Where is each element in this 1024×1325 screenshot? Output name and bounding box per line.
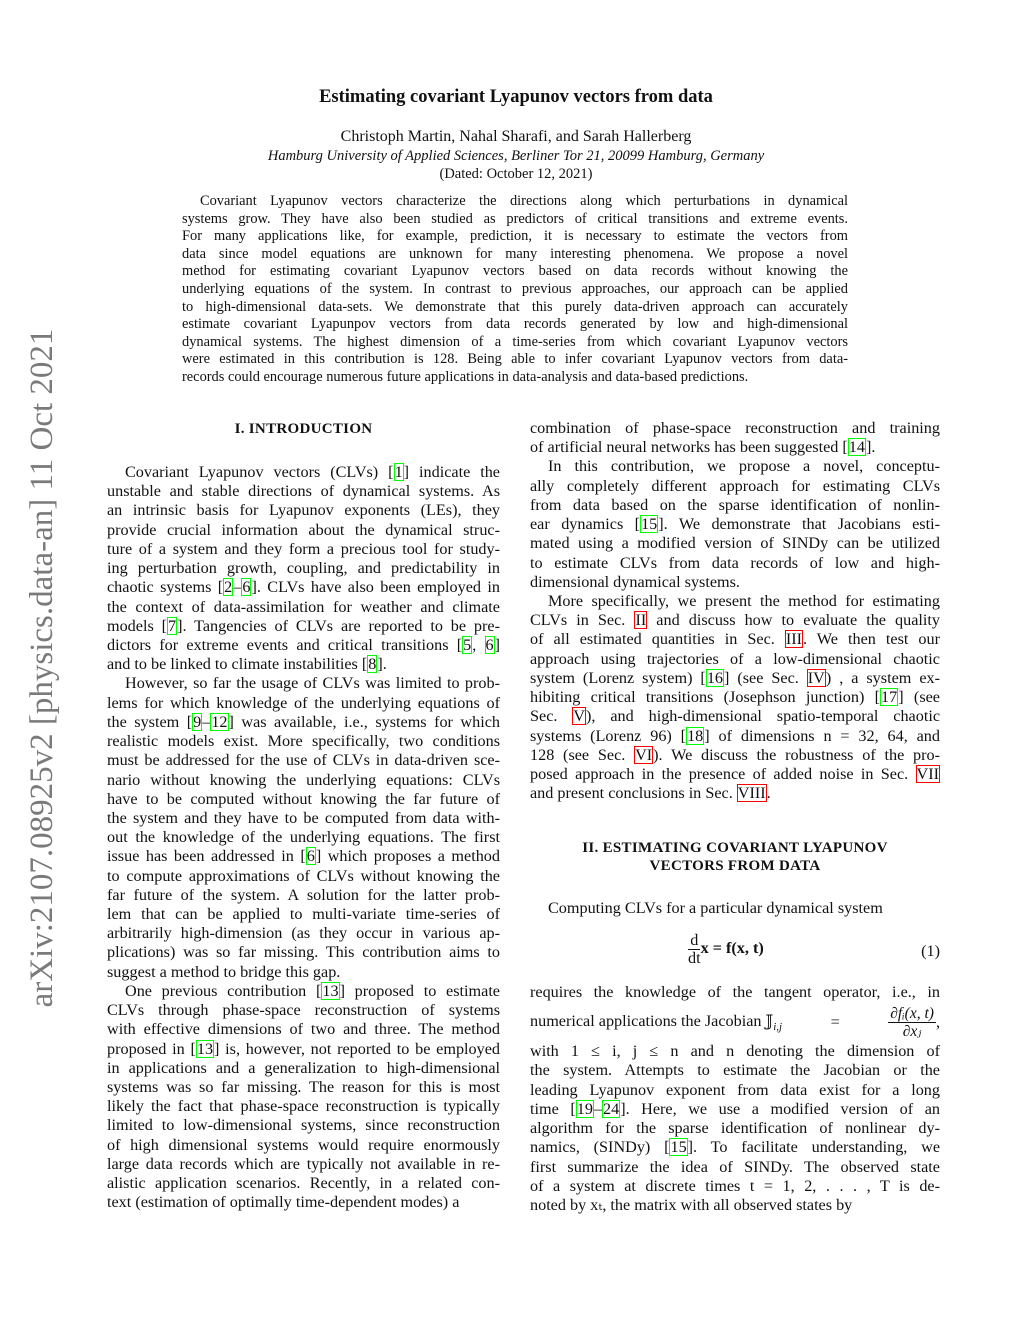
- abstract: [182, 193, 848, 387]
- citation-link[interactable]: 1: [394, 463, 403, 481]
- section-reference-link[interactable]: II: [635, 611, 647, 630]
- text-line: lems for which knowledge of the underlying equations of: [107, 693, 500, 712]
- text-line: 128 (see Sec. VI). We discuss the robustness of the pro-: [530, 745, 940, 764]
- text-line: ear dynamics [15]. We demonstrate that Jacobians esti-: [530, 515, 940, 534]
- text-line: systems (Lorenz 96) [18] of dimensions n = 32, 64, and: [530, 726, 940, 745]
- text-line: likely the fact that phase-space reconstruction is typically: [107, 1097, 500, 1116]
- citation-link[interactable]: 17: [881, 688, 898, 707]
- text-line: namics, (SINDy) [15]. To facilitate understanding, we: [530, 1138, 940, 1157]
- citation-link[interactable]: 9: [193, 712, 202, 731]
- section-reference-link[interactable]: VI: [635, 745, 653, 764]
- section-heading-line: VECTORS FROM DATA: [649, 858, 821, 874]
- text-line: chaotic systems [2–6]. CLVs have also been employed in: [107, 578, 500, 597]
- section-heading-line: II. ESTIMATING COVARIANT LYAPUNOV: [582, 840, 888, 856]
- text-line: and to be linked to climate instabilities [8].: [107, 655, 387, 674]
- text-line: In this contribution, we propose a novel, conceptu-: [548, 457, 940, 476]
- arxiv-stamp: arXiv:2107.08925v2 [physics.data-an] 11 Oct 2021: [24, 328, 60, 1008]
- text-line: Covariant Lyapunov vectors (CLVs) [1] indicate the: [125, 463, 500, 481]
- citation-link[interactable]: 24: [603, 1099, 620, 1118]
- text-line: data since model equations are unknown for many interesting phenomena. We propose a novel: [182, 245, 848, 262]
- text-line: systems was so far missing. The reason for this is most: [107, 1078, 500, 1096]
- text-line: method for estimating covariant Lyapunov vectors based on data records without knowing the: [182, 263, 848, 280]
- text-line: out the knowledge of the underlying equations. The first: [107, 828, 500, 847]
- text-line: with effective dimensions of two and three. The method: [107, 1020, 500, 1039]
- text-line: far future of the system. A solution for the latter prob-: [107, 885, 500, 904]
- text-line: and present conclusions in Sec. VIII.: [530, 784, 771, 803]
- text-line: numerical applications the Jacobian 𝕁: [530, 1012, 774, 1031]
- text-line: CLVs through phase-space reconstruction of systems: [107, 1001, 500, 1020]
- text-line: from data based on the sparse identification of nonlin-: [530, 495, 940, 514]
- text-line: dimensional dynamical systems.: [530, 572, 740, 591]
- denominator: ∂xⱼ: [902, 1022, 922, 1040]
- paragraph: [182, 193, 848, 387]
- section-heading-estimating: [530, 839, 940, 875]
- paragraph: [107, 982, 500, 1213]
- jacobian-line: [530, 1004, 940, 1040]
- comma: ,: [935, 1012, 940, 1031]
- text-line: have to be computed without knowing the far future of: [107, 789, 500, 808]
- text-line: time [19–24]. Here, we use a modified version of an: [530, 1099, 940, 1118]
- text-line: Sec. V), and high-dimensional spatio-temporal chaotic: [530, 707, 940, 726]
- text-line: the context of data-assimilation for weather and climate: [107, 597, 500, 616]
- text-line: algorithm for the sparse identification of nonlinear dy-: [530, 1119, 940, 1138]
- text-line: records could encourage numerous future applications in data-analysis and data-based predictions.: [182, 368, 749, 385]
- text-line: underlying equations of the system. In contrast to previous approaches, our approach can be applied: [182, 280, 848, 297]
- paper-title: Estimating covariant Lyapunov vectors from data: [319, 87, 713, 107]
- text-line: leading Lyapunov exponent from data exist for a long: [530, 1080, 940, 1099]
- text-line: the system [9–12] was available, i.e., systems for which: [107, 712, 500, 731]
- text-line: of a system at discrete times t = 1, 2, . . . , T is de-: [530, 1176, 940, 1195]
- text-line: suggest a method to bridge this gap.: [107, 962, 341, 981]
- text-line: estimate covariant Lyapunpov vectors from data records generated by low and high-dimensional: [182, 316, 848, 333]
- text-line: first summarize the idea of SINDy. The observed state: [530, 1157, 940, 1176]
- text-line: combination of phase-space reconstruction and training: [530, 419, 940, 437]
- section-heading-introduction: I. INTRODUCTION: [234, 421, 373, 437]
- text-line: issue has been addressed in [6] which proposes a method: [107, 847, 500, 866]
- text-line: of high dimensional systems would require enormously: [107, 1135, 500, 1154]
- text-line: plications) was so far missing. This contribution aims to: [107, 943, 500, 962]
- equation-1: [530, 932, 940, 972]
- text-line: alistic application scenarios. Recently, in a related con-: [107, 1174, 500, 1193]
- text-line: of artificial neural networks has been suggested [14].: [530, 438, 876, 457]
- text-line: nario without knowing the underlying equations: CLVs: [107, 770, 500, 789]
- citation-link[interactable]: 6: [485, 635, 494, 654]
- text-line: to high-dimensional data-sets. We demonstrate that this purely data-driven approach can accurately: [182, 298, 848, 315]
- text-line: text (estimation of optimally time-dependent modes) a: [107, 1193, 460, 1212]
- text-line: ture of a system and they form a precious tool for study-: [107, 539, 500, 558]
- text-line: ally completely different approach for estimating CLVs: [530, 476, 940, 495]
- numerator: ∂fᵢ(x, t): [890, 1004, 934, 1022]
- text-line: lem that can be applied to multi-variate time-series of: [107, 905, 500, 924]
- text-line: dictors for extreme events and critical transitions [5, 6]: [107, 635, 500, 654]
- text-line: CLVs in Sec. II and discuss how to evaluate the quality: [530, 611, 940, 630]
- text-line: Computing CLVs for a particular dynamical system: [548, 899, 883, 917]
- right-column: [530, 419, 940, 803]
- citation-link[interactable]: 13: [196, 1039, 214, 1058]
- subscript: i,j: [773, 1021, 783, 1034]
- affiliation: Hamburg University of Applied Sciences, Berliner Tor 21, 20099 Hamburg, Germany: [267, 148, 765, 164]
- text-line: systems grow. They have also been studied as predictors of critical transitions and extreme events.: [182, 210, 848, 227]
- text-line: must be addressed for the use of CLVs in data-driven sce-: [107, 751, 500, 770]
- paragraph: [530, 419, 940, 457]
- citation-link[interactable]: 12: [211, 712, 228, 731]
- section-reference-link[interactable]: VII: [916, 764, 939, 783]
- equation-number: (1): [921, 942, 940, 960]
- section-reference-link[interactable]: VIII: [737, 784, 766, 803]
- text-line: approach using trajectories of a low-dimensional chaotic: [530, 649, 940, 668]
- text-line: large data records which are typically not available in re-: [107, 1154, 500, 1173]
- text-line: the system and they have to be computed from data with-: [107, 808, 500, 827]
- citation-link[interactable]: 2: [224, 578, 233, 597]
- text-line: hibiting critical transitions (Josephson junction) [17] (see: [530, 688, 940, 707]
- right-column-continued: [530, 983, 940, 1215]
- text-line: ing perturbation growth, coupling, and predictability in: [107, 559, 500, 578]
- text-line: an intrinsic basis for Lyapunov exponents (LEs), they: [107, 501, 500, 520]
- citation-link[interactable]: 13: [322, 981, 339, 1000]
- text-line: realistic models exist. More specifically, two conditions: [107, 732, 500, 751]
- date: (Dated: October 12, 2021): [439, 166, 593, 182]
- section-reference-link[interactable]: III: [785, 630, 803, 649]
- derivative-fraction: [688, 932, 701, 967]
- paragraph: [530, 457, 940, 592]
- text-line: One previous contribution [13] proposed to estimate: [125, 981, 500, 1000]
- text-line: unstable and stable directions of dynamical systems. As: [107, 482, 500, 501]
- text-line: arbitrarily high-dimension (as they occur in various ap-: [107, 924, 500, 943]
- authors: Christoph Martin, Nahal Sharafi, and Sarah Hallerberg: [340, 128, 692, 145]
- paragraph: [107, 463, 500, 674]
- text-line: mated using a modified version of SINDy can be utilized: [530, 534, 940, 553]
- text-line: noted by xₜ, the matrix with all observed states by: [530, 1195, 853, 1214]
- text-line: the system. Attempts to estimate the Jacobian or the: [530, 1061, 940, 1080]
- text-line: were estimated in this contribution is 128. Being able to infer covariant Lyapunov vectors from data-: [182, 351, 848, 368]
- paragraph-container: [530, 1042, 940, 1215]
- text-line: More specifically, we present the method for estimating: [548, 591, 940, 610]
- section-reference-link[interactable]: V: [573, 707, 586, 726]
- text-line: to estimate CLVs from data records of low and high-: [530, 553, 940, 572]
- paragraph: [107, 674, 500, 982]
- text-line: provide crucial information about the dynamical struc-: [107, 520, 500, 539]
- text-line: Covariant Lyapunov vectors characterize the directions along which perturbations in dynamical: [200, 193, 848, 209]
- text-line: models [7]. Tangencies of CLVs are reported to be pre-: [107, 616, 500, 635]
- jacobian-rhs: [888, 1005, 940, 1040]
- equation-rhs: x = f(x, t): [700, 939, 764, 958]
- citation-link[interactable]: 15: [641, 515, 658, 534]
- citation-link[interactable]: 5: [463, 635, 472, 654]
- citation-link[interactable]: 8: [368, 655, 377, 674]
- section-reference-link[interactable]: IV: [807, 668, 825, 687]
- text-line: requires the knowledge of the tangent operator, i.e., in: [530, 983, 940, 1001]
- citation-link[interactable]: 7: [168, 616, 177, 635]
- paragraph: [530, 592, 940, 803]
- text-line: dynamical systems. The highest dimension of a time-series from which covariant Lyapunov vectors: [182, 333, 848, 350]
- text-line: with 1 ≤ i, j ≤ n and n denoting the dimension of: [530, 1042, 940, 1061]
- text-line: of all estimated quantities in Sec. III. We then test our: [530, 630, 940, 649]
- citation-link[interactable]: 18: [687, 726, 704, 745]
- numerator: d: [690, 931, 699, 949]
- citation-link[interactable]: 14: [848, 438, 865, 457]
- denominator: dt: [688, 949, 701, 967]
- citation-link[interactable]: 15: [670, 1138, 687, 1157]
- citation-link[interactable]: 16: [706, 668, 724, 687]
- text-line: limited to low-dimensional systems, since reconstruction: [107, 1116, 500, 1135]
- text-line: in applications and a generalization to high-dimensional: [107, 1058, 500, 1077]
- text-line: proposed in [13] is, however, not reported to be employed: [107, 1039, 500, 1058]
- citation-link[interactable]: 6: [306, 847, 315, 866]
- text-line: For many applications like, for example, prediction, it is necessary to estimate the vectors from: [182, 228, 848, 245]
- jacobian-text: [530, 1011, 782, 1033]
- paragraph: [530, 1042, 940, 1215]
- partial-derivative-fraction: [888, 1005, 936, 1040]
- text-line: However, so far the usage of CLVs was limited to prob-: [125, 674, 500, 693]
- text-line: to compute approximations of CLVs without knowing the: [107, 866, 500, 885]
- text-line: posed approach in the presence of added noise in Sec. VII: [530, 764, 939, 783]
- citation-link[interactable]: 19: [576, 1099, 593, 1118]
- equals-sign: =: [830, 1012, 840, 1031]
- citation-link[interactable]: 6: [242, 578, 251, 597]
- left-column: [107, 463, 500, 1213]
- text-line: system (Lorenz system) [16] (see Sec. IV) , a system ex-: [530, 668, 940, 687]
